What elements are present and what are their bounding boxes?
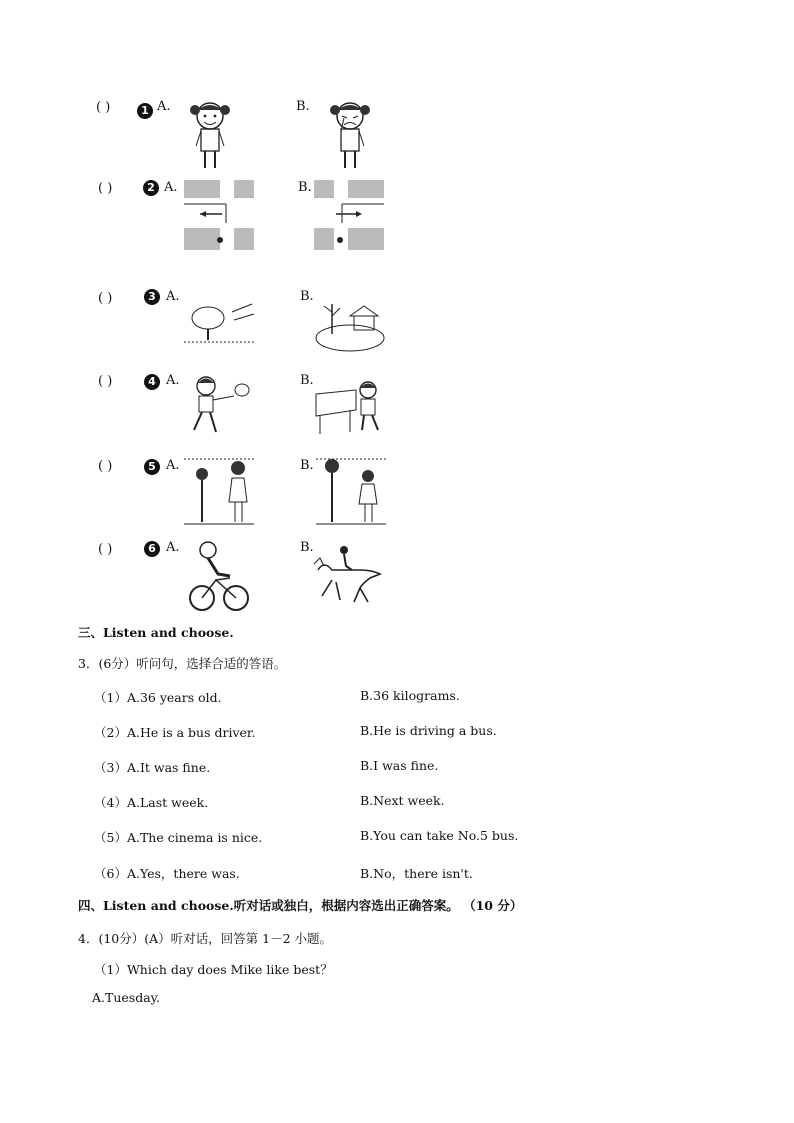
snowy-house-icon bbox=[312, 300, 388, 354]
turn-right-crossroad-icon bbox=[312, 178, 386, 252]
question-number-5: 5 bbox=[144, 459, 160, 475]
windy-tree-icon bbox=[182, 302, 258, 346]
s3-item1-option-b: B.36 kilograms. bbox=[360, 688, 460, 703]
question-number-4: 4 bbox=[144, 374, 160, 390]
girl-smiling-icon bbox=[188, 98, 232, 172]
boy-taller-than-girl-icon bbox=[314, 456, 388, 528]
section3-question: 3．(6分）听问句，选择合适的答语。 bbox=[78, 656, 287, 671]
s3-item1-option-a: （1）A.36 years old. bbox=[94, 690, 222, 705]
question-number-2: 2 bbox=[143, 180, 159, 196]
s3-item2-option-a: （2）A.He is a bus driver. bbox=[94, 725, 256, 740]
section4-subquestion-1: （1）Which day does Mike like best？ bbox=[94, 962, 333, 977]
s3-item5-option-a: （5）A.The cinema is nice. bbox=[94, 830, 263, 845]
question-number-6: 6 bbox=[144, 541, 160, 557]
section3-title: 三、Listen and choose. bbox=[78, 625, 234, 640]
option-a-label-4: A. bbox=[166, 373, 180, 388]
option-b-label-5: B. bbox=[300, 458, 314, 473]
boy-table-tennis-icon bbox=[314, 376, 386, 436]
option-a-label-2: A. bbox=[164, 180, 178, 195]
section4-title: 四、Listen and choose.听对话或独白，根据内容选出正确答案。 （10 分） bbox=[78, 898, 523, 913]
cyclist-icon bbox=[186, 538, 252, 612]
horse-rider-icon bbox=[310, 540, 386, 606]
question-number-1: 1 bbox=[137, 103, 153, 119]
s3-item4-option-b: B.Next week. bbox=[360, 793, 445, 808]
s3-item3-option-b: B.I was fine. bbox=[360, 758, 439, 773]
option-b-label-4: B. bbox=[300, 373, 314, 388]
turn-left-crossroad-icon bbox=[182, 178, 256, 252]
option-b-label-3: B. bbox=[300, 289, 314, 304]
option-a-label-6: A. bbox=[166, 540, 180, 555]
option-a-label-3: A. bbox=[166, 289, 180, 304]
answer-paren-6: ( ) bbox=[98, 542, 113, 557]
s3-item6-option-a: （6）A.Yes，there was. bbox=[94, 866, 240, 881]
option-a-label-5: A. bbox=[166, 458, 180, 473]
question-number-3: 3 bbox=[144, 289, 160, 305]
s3-item5-option-b: B.You can take No.5 bus. bbox=[360, 828, 519, 843]
section4-question: 4．(10分）(A）听对话，回答第 1－2 小题。 bbox=[78, 931, 332, 946]
answer-paren-4: ( ) bbox=[98, 374, 113, 389]
answer-paren-2: ( ) bbox=[98, 181, 113, 196]
option-b-label-2: B. bbox=[298, 180, 312, 195]
option-b-label-1: B. bbox=[296, 99, 310, 114]
answer-paren-1: ( ) bbox=[96, 100, 111, 115]
s3-item2-option-b: B.He is driving a bus. bbox=[360, 723, 497, 738]
section4-sub1-option-a: A.Tuesday. bbox=[92, 990, 161, 1005]
option-a-label-1: A. bbox=[157, 99, 171, 114]
option-b-label-6: B. bbox=[300, 540, 314, 555]
answer-paren-3: ( ) bbox=[98, 291, 113, 306]
s3-item4-option-a: （4）A.Last week. bbox=[94, 795, 209, 810]
s3-item6-option-b: B.No，there isn't. bbox=[360, 866, 473, 881]
s3-item3-option-a: （3）A.It was fine. bbox=[94, 760, 211, 775]
boy-badminton-icon bbox=[186, 374, 260, 436]
girl-crying-icon bbox=[328, 98, 372, 172]
boy-shorter-than-girl-icon bbox=[182, 456, 256, 528]
answer-paren-5: ( ) bbox=[98, 459, 113, 474]
